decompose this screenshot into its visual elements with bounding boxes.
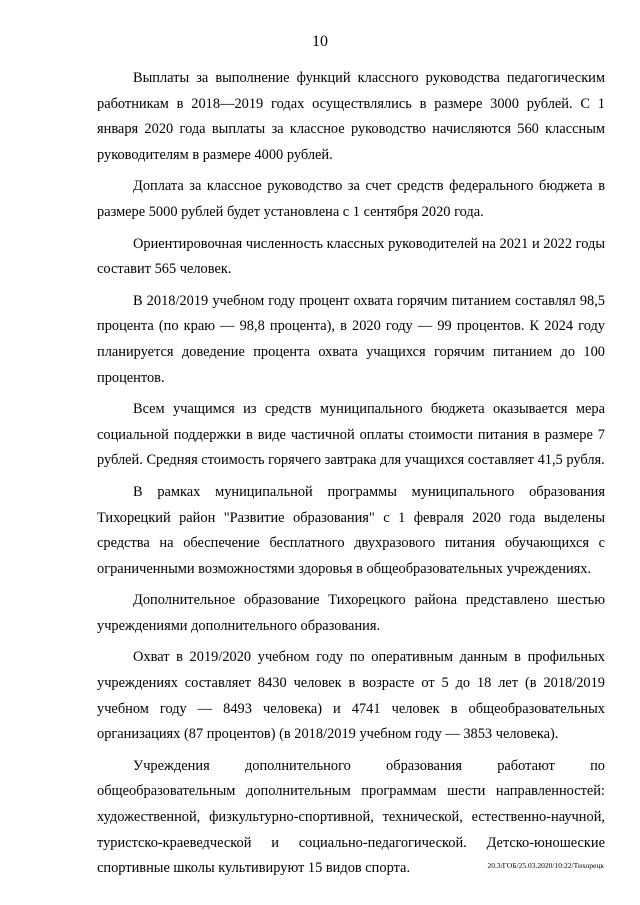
paragraph-federal-bonus: Доплата за классное руководство за счет средств федерального бюджета в размере 5000 рублей будет установлена с 1 сентября 2020 года. <box>97 178 605 220</box>
paragraph-teacher-count: Ориентировочная численность классных руководителей на 2021 и 2022 годы составит 565 человек. <box>97 235 605 278</box>
footer-stamp: 20.3/ГОБ/25.03.2020/10:22/Тихорецк <box>487 861 604 870</box>
paragraph-class-teacher-payments: Выплаты за выполнение функций классного руководства педагогическим работникам в 2018—2019 годах осуществлялись в размере 3000 рублей. С 1 января 2020 года выплаты за классное руководство начисляются 560 классным руководителям в размере 4000 рублей. <box>97 70 605 163</box>
paragraph-hot-meals-coverage: В 2018/2019 учебном году процент охвата горячим питанием составлял 98,5 процента (по краю — 98,8 процента), в 2020 году — 99 процентов. К 2024 году планируется доведение процента охвата учащихся горячим питанием до 100 процентов. <box>97 292 605 386</box>
paragraph-meal-support: Всем учащимся из средств муниципального бюджета оказывается мера социальной поддержки в виде частичной оплаты стоимости питания в размере 7 рублей. Средняя стоимость горячего завтрака для учащихся составляет 41,5 рубля. <box>97 401 605 469</box>
document-body <box>97 66 605 888</box>
paragraph-free-meals-program: В рамках муниципальной программы муниципального образования Тихорецкий район "Развитие образования" с 1 февраля 2020 года выделены средства на обеспечение бесплатного двухразового питания обучающихся с ограниченными возможностями здоровья в общеобразовательных учреждениях. <box>97 483 605 577</box>
paragraph-program-directions: Учреждения дополнительного образования работают по общеобразовательным дополнительным программам шести направленностей: художественной, физкультурно-спортивной, технической, естественно-научной, туристско-краеведческой и социально-педагогической. Детско-юношеские спортивные школы культивируют 15 видов спорта. <box>97 757 605 877</box>
paragraph-enrollment-coverage: Охват в 2019/2020 учебном году по оперативным данным в профильных учреждениях составляет 8430 человек в возрасте от 5 до 18 лет (в 2018/2019 учебном году — 8493 человека) и 4741 человек в общеобразовательных организациях (87 процентов) (в 2018/2019 учебном году — 3853 человека). <box>97 649 605 743</box>
paragraph-additional-education: Дополнительное образование Тихорецкого района представлено шестью учреждениями дополнительного образования. <box>97 592 605 634</box>
page-number: 10 <box>312 33 328 50</box>
